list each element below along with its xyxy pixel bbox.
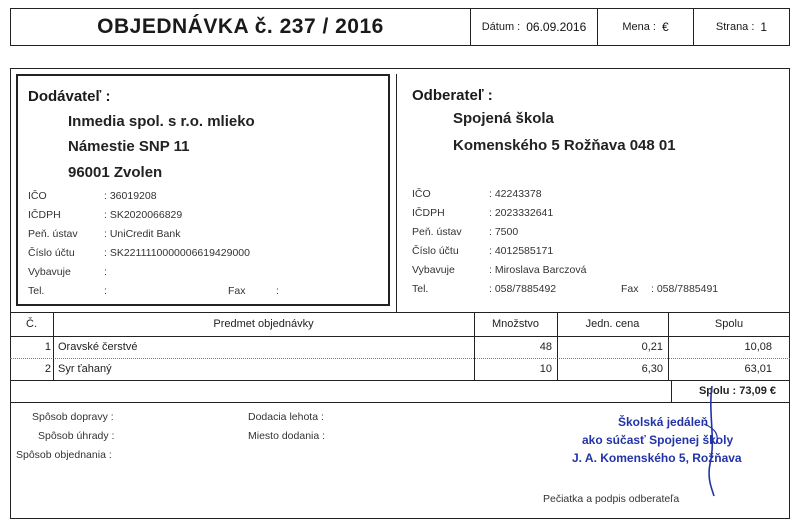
col-header-qty: Množstvo bbox=[491, 318, 540, 330]
stamp-line-3: J. A. Komenského 5, Rožňava bbox=[572, 451, 742, 465]
sum-bottom-rule bbox=[10, 402, 790, 403]
table-header-rule bbox=[10, 336, 790, 337]
document-title bbox=[10, 8, 471, 46]
table-top-rule bbox=[10, 312, 790, 313]
supplier-icdph-value: : SK2020066829 bbox=[104, 209, 183, 221]
delivery-method-label: Spôsob dopravy : bbox=[32, 411, 114, 423]
document-title-text: OBJEDNÁVKA č. 237 / 2016 bbox=[97, 15, 384, 38]
supplier-icdph-label: IČDPH bbox=[28, 209, 61, 221]
supplier-tel-value: : bbox=[104, 285, 107, 297]
sum-label: Spolu : bbox=[698, 385, 737, 397]
customer-fax-value: : 058/7885491 bbox=[651, 283, 719, 295]
sum-box-left bbox=[671, 380, 672, 402]
customer-bank-label: Peň. ústav bbox=[412, 226, 462, 238]
delivery-term-label: Dodacia lehota : bbox=[248, 411, 324, 423]
customer-account-value: : 4012585171 bbox=[489, 245, 554, 257]
supplier-heading: Dodávateľ : bbox=[28, 88, 111, 105]
customer-icdph-value: : 2023332641 bbox=[489, 207, 554, 219]
customer-name: Spojená škola bbox=[453, 110, 554, 127]
customer-contact-label: Vybavuje bbox=[412, 264, 455, 276]
supplier-name: Inmedia spol. s r.o. mlieko bbox=[68, 113, 255, 130]
customer-box bbox=[396, 74, 790, 312]
row1-name: Oravské čerstvé bbox=[58, 341, 138, 353]
col-header-subject: Predmet objednávky bbox=[213, 318, 314, 330]
supplier-city: 96001 Zvolen bbox=[68, 164, 163, 181]
row1-num: 1 bbox=[44, 341, 51, 353]
date-value: 06.09.2016 bbox=[526, 20, 587, 34]
supplier-fax-label: Fax bbox=[228, 285, 246, 297]
customer-fax-label: Fax bbox=[621, 283, 639, 295]
row1-total: 10,08 bbox=[744, 341, 772, 353]
customer-heading: Odberateľ : bbox=[412, 87, 493, 104]
row1-qty: 48 bbox=[539, 341, 552, 353]
order-method-label: Spôsob objednania : bbox=[16, 449, 112, 461]
payment-method-label: Spôsob úhrady : bbox=[38, 430, 115, 442]
table-bottom-rule bbox=[10, 380, 790, 381]
stamp-line-2: ako súčasť Spojenej školy bbox=[582, 433, 734, 447]
currency-cell bbox=[598, 8, 694, 46]
signature-stroke bbox=[690, 384, 730, 499]
customer-contact-value: : Miroslava Barczová bbox=[489, 264, 587, 276]
supplier-ico-label: IČO bbox=[28, 190, 47, 202]
supplier-contact-value: : bbox=[104, 266, 107, 278]
page-label: Strana : bbox=[715, 21, 755, 33]
currency-value: € bbox=[661, 20, 669, 34]
row2-num: 2 bbox=[44, 363, 51, 375]
row2-total: 63,01 bbox=[744, 363, 772, 375]
sum-value: 73,09 € bbox=[739, 385, 776, 397]
page-cell bbox=[694, 8, 790, 46]
customer-tel-label: Tel. bbox=[412, 283, 429, 295]
customer-account-label: Číslo účtu bbox=[412, 245, 459, 257]
row2-unit-price: 6,30 bbox=[641, 363, 663, 375]
stamp-line-1: Školská jedáleň bbox=[618, 415, 709, 429]
col-header-total: Spolu bbox=[714, 318, 744, 330]
page-value: 1 bbox=[760, 20, 768, 34]
signature-label: Pečiatka a podpis odberateľa bbox=[543, 493, 680, 505]
customer-address: Komenského 5 Rožňava 048 01 bbox=[453, 137, 676, 154]
supplier-fax-value: : bbox=[276, 285, 279, 297]
supplier-tel-label: Tel. bbox=[28, 285, 45, 297]
row2-qty: 10 bbox=[539, 363, 552, 375]
row-separator bbox=[10, 358, 790, 359]
supplier-contact-label: Vybavuje bbox=[28, 266, 71, 278]
customer-tel-value: : 058/7885492 bbox=[489, 283, 557, 295]
supplier-ico-value: : 36019208 bbox=[104, 190, 157, 202]
date-label: Dátum : bbox=[481, 21, 521, 33]
customer-ico-value: : 42243378 bbox=[489, 188, 542, 200]
date-cell bbox=[471, 8, 598, 46]
customer-icdph-label: IČDPH bbox=[412, 207, 445, 219]
col-header-num: Č. bbox=[26, 318, 37, 330]
row1-unit-price: 0,21 bbox=[641, 341, 663, 353]
supplier-bank-label: Peň. ústav bbox=[28, 228, 78, 240]
supplier-account-value: : SK2211110000006619429000 bbox=[104, 247, 250, 259]
row2-name: Syr ťahaný bbox=[58, 363, 112, 375]
customer-ico-label: IČO bbox=[412, 188, 431, 200]
currency-label: Mena : bbox=[622, 21, 656, 33]
supplier-account-label: Číslo účtu bbox=[28, 247, 75, 259]
customer-bank-value: : 7500 bbox=[489, 226, 519, 238]
col-header-unit-price: Jedn. cena bbox=[585, 318, 640, 330]
supplier-box bbox=[16, 74, 390, 306]
supplier-bank-value: : UniCredit Bank bbox=[104, 228, 181, 240]
delivery-place-label: Miesto dodania : bbox=[248, 430, 326, 442]
supplier-street: Námestie SNP 11 bbox=[68, 138, 190, 155]
